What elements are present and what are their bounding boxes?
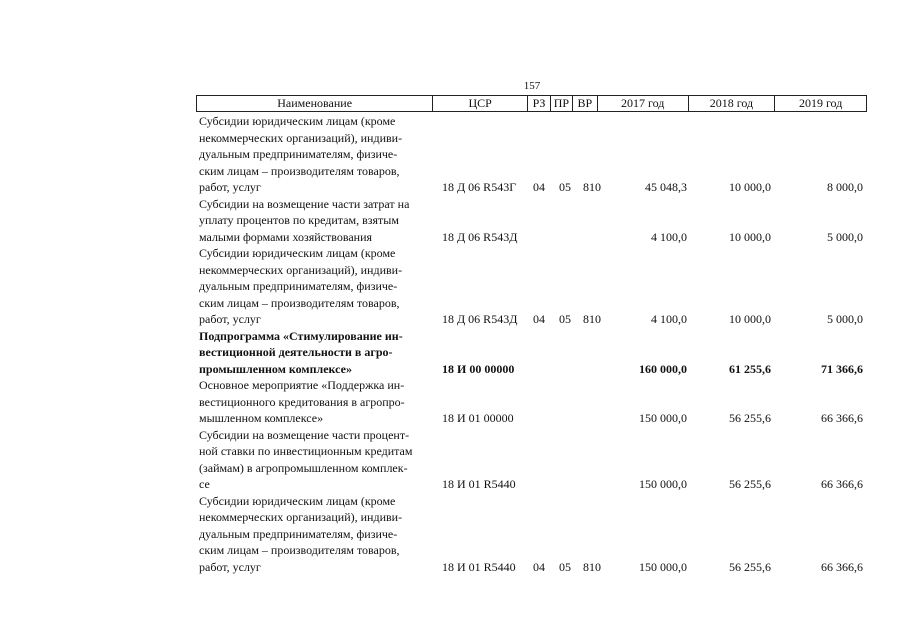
row-name-line: дуальным предпринимателям, физиче- — [199, 279, 398, 293]
table-row — [199, 328, 869, 378]
row-name — [199, 377, 425, 427]
header-2017: 2017 год — [597, 96, 688, 111]
row-name-line: Субсидии юридическим лицам (кроме — [199, 114, 396, 128]
row-name — [199, 328, 425, 378]
row-name-line: некоммерческих организаций), индиви- — [199, 130, 403, 145]
row-name-line: дуальным предпринимателям, физиче- — [199, 526, 398, 541]
row-name-line: Основное мероприятие «Поддержка ин- — [199, 378, 405, 392]
table-header — [196, 95, 867, 112]
table-row — [199, 427, 869, 493]
cell-pr: 05 — [559, 559, 571, 574]
cell-csr: 18 Д 06 R543Г — [442, 180, 517, 194]
row-name-line: дуальным предпринимателям, физиче- — [199, 147, 398, 161]
row-name-line: вестиционного кредитования в агропро- — [199, 394, 405, 409]
cell-csr: 18 И 01 R5440 — [442, 477, 516, 491]
cell-2019: 66 366,6 — [821, 559, 863, 574]
cell-2017: 150 000,0 — [639, 477, 687, 491]
row-name-line: промышленном комплексе» — [199, 361, 352, 376]
cell-pr: 05 — [559, 180, 571, 194]
header-vr: ВР — [572, 96, 597, 111]
cell-csr: 18 Д 06 R543Д — [442, 312, 518, 326]
cell-2018: 10 000,0 — [729, 180, 771, 194]
cell-vr: 810 — [583, 559, 601, 574]
row-name-line: се — [199, 477, 210, 491]
cell-2019: 5 000,0 — [827, 312, 863, 326]
row-name-line: Субсидии на возмещение части процент- — [199, 427, 410, 442]
cell-2017: 150 000,0 — [639, 411, 687, 425]
header-csr: ЦСР — [432, 96, 527, 111]
row-name-line: работ, услуг — [199, 312, 261, 326]
row-name — [199, 113, 425, 196]
cell-2019: 5 000,0 — [827, 229, 863, 244]
table-row — [199, 113, 869, 196]
cell-pr: 05 — [559, 312, 571, 326]
header-name: Наименование — [277, 96, 353, 110]
cell-2019: 71 366,6 — [821, 361, 863, 376]
row-name-line: ским лицам – производителям товаров, — [199, 543, 400, 557]
row-name — [199, 245, 425, 328]
page-number: 157 — [523, 80, 541, 92]
cell-vr: 810 — [583, 180, 601, 194]
cell-2018: 56 255,6 — [729, 411, 771, 425]
row-name-line: малыми формами хозяйствования — [199, 229, 373, 244]
row-name — [199, 196, 425, 246]
row-name — [199, 427, 425, 493]
row-name-line: работ, услуг — [199, 559, 261, 574]
cell-2017: 4 100,0 — [651, 312, 687, 326]
table-row — [199, 245, 869, 328]
cell-2018: 10 000,0 — [729, 229, 771, 244]
cell-2017: 4 100,0 — [651, 229, 687, 244]
cell-csr: 18 И 01 00000 — [442, 411, 514, 425]
cell-rz: 04 — [533, 180, 545, 194]
row-name-line: некоммерческих организаций), индиви- — [199, 510, 403, 524]
row-name-line: Субсидии на возмещение части затрат на — [199, 196, 410, 211]
row-name-line: ским лицам – производителям товаров, — [199, 163, 400, 178]
row-name-line: некоммерческих организаций), индиви- — [199, 262, 403, 277]
table-row — [199, 493, 869, 576]
row-name-line: мышленном комплексе» — [199, 411, 324, 425]
cell-2017: 45 048,3 — [645, 180, 687, 194]
cell-2019: 66 366,6 — [821, 477, 863, 491]
cell-2018: 10 000,0 — [729, 312, 771, 326]
row-name-line: работ, услуг — [199, 180, 261, 194]
row-name-line: Подпрограмма «Стимулирование ин- — [199, 328, 403, 343]
table-row — [199, 377, 869, 427]
cell-rz: 04 — [533, 312, 545, 326]
table-body — [199, 113, 869, 575]
cell-2019: 66 366,6 — [821, 411, 863, 425]
row-name-line: Субсидии юридическим лицам (кроме — [199, 493, 396, 508]
row-name-line: уплату процентов по кредитам, взятым — [199, 213, 399, 227]
cell-2019: 8 000,0 — [827, 180, 863, 194]
cell-rz: 04 — [533, 559, 545, 574]
cell-csr: 18 И 01 R5440 — [442, 559, 516, 574]
cell-vr: 810 — [583, 312, 601, 326]
row-name-line: вестиционной деятельности в агро- — [199, 345, 393, 359]
cell-2017: 160 000,0 — [639, 361, 687, 376]
cell-2017: 150 000,0 — [639, 559, 687, 574]
cell-2018: 56 255,6 — [729, 477, 771, 491]
cell-csr: 18 Д 06 R543Д — [442, 229, 518, 244]
row-name-line: (займам) в агропромышленном комплек- — [199, 460, 408, 475]
row-name — [199, 493, 425, 576]
header-2018: 2018 год — [688, 96, 775, 111]
header-pr: ПР — [550, 96, 572, 111]
header-rz: РЗ — [527, 96, 550, 111]
cell-2018: 56 255,6 — [729, 559, 771, 574]
cell-2018: 61 255,6 — [729, 361, 771, 376]
header-2019: 2019 год — [774, 96, 866, 111]
cell-csr: 18 И 00 00000 — [442, 361, 515, 376]
table-row — [199, 196, 869, 246]
row-name-line: ским лицам – производителям товаров, — [199, 295, 400, 310]
row-name-line: ной ставки по инвестиционным кредитам — [199, 444, 413, 458]
row-name-line: Субсидии юридическим лицам (кроме — [199, 246, 396, 260]
